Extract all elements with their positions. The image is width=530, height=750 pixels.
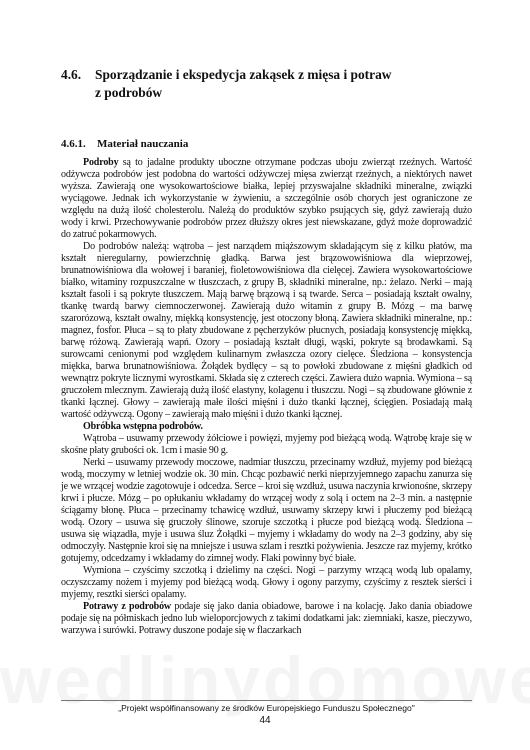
section-subtitle: Obróbka wstępna podrobów.	[83, 421, 203, 432]
page-number: 44	[259, 715, 271, 726]
paragraph-text: Wątroba – usuwamy przewody żółciowe i powięzi, myjemy pod bieżącą wodą. Wątrobę kraje się w skośne płaty grubości ok. 1cm i masie 90 g.	[61, 433, 472, 456]
subsection-heading	[61, 137, 188, 151]
paragraph-lead: Podroby	[83, 157, 119, 168]
subsection-title: Materiał nauczania	[97, 138, 189, 150]
paragraph-text: Wymiona – czyścimy szczotką i dzielimy na części. Nogi – parzymy wrzącą wodą lub opalamy, oczyszczamy nożem i myjemy pod bieżącą wodą. Głowy i ogony parzymy, czyścimy z resztek sierści i myjemy, resztki sierści opalamy.	[61, 565, 472, 600]
body-text	[61, 157, 472, 637]
section-title-line1: Sporządzanie i ekspedycja zakąsek z mięsa i potraw	[95, 67, 392, 82]
paragraph	[61, 457, 472, 565]
paragraph-lead: Potrawy z podrobów	[83, 601, 172, 612]
section-title-line2: z podrobów	[95, 85, 163, 100]
paragraph	[61, 157, 472, 241]
footer-divider	[61, 700, 472, 701]
footer-note: „Projekt współfinansowany ze środków Europejskiego Funduszu Społecznego"	[118, 703, 415, 713]
subsection-number: 4.6.1.	[61, 138, 86, 150]
section-heading	[61, 66, 481, 102]
paragraph	[61, 601, 472, 637]
paragraph-text: Nerki – usuwamy przewody moczowe, nadmiar tłuszczu, przecinamy wzdłuż, myjemy pod bieżącą wodą, moczymy w letniej wodzie ok. 30 min. Chcąc pozbawić nerki nieprzyjemnego zapachu zanurza się je we wrzącej wodzie zagotowuje i odcedza. Serce – kroi się wzdłuż, usuwa naczynia krwionośne, skrzepy krwi i płucze. Mózg – po opłukaniu wkładamy do wrzącej wody z solą i octem na 2–3 min. a następnie ściągamy błonę. Płuca – przecinamy tchawicę wzdłuż, usuwamy skrzepy krwi i płuczemy pod bieżącą wodą. Ozory – usuwa się gruczoły ślinowe, szoruje szczotką i płucze pod bieżącą wodą. Śledziona – usuwa się wiązadła, myje i usuwa śluz Żołądki – myjemy i wkładamy do wody na 2–3 godziny, aby się odmoczyły. Następnie kroi się na mniejsze i usuwa szlam i resztki pożywienia. Jeszcze raz myjemy, krótko gotujemy, odcedzamy i wkładamy do zimnej wody. Flaki powinny być białe.	[61, 457, 472, 564]
paragraph-text: Do podrobów należą: wątroba – jest narządem miąższowym składającym się z kilku płatów, ma kształt nieregularny, powierzchnię gładką. Barwa jest brązowowiśniowa dla wieprzowej, brunatnowiśniowa dla wołowej i baraniej, fioletowowiśniowa dla cielęcej. Zawiera wysokowartościowe białko, witaminy rozpuszczalne w tłuszczach, z grupy B, składniki mineralne, np.: żelazo. Nerki – mają kształt fasoli i są pokryte tłuszczem. Mają barwę brązową i są twarde. Serca – posiadają kształt owalny, tkankę twardą barwy ciemnoczerwonej. Zawierają dużo witamin z grupy B. Mózg – ma barwę szarorózową, kształt owalny, miękką konsystencję, jest otoczony błoną. Zawiera składniki mineralne, np.: magnez, fosfor. Płuca – są to płaty zbudowane z pęcherzyków płucnych, posiadają konsystencję miękką, barwę różową. Zawierają wapń. Ozory – posiadają kształt długi, wąski, pokryte są brodawkami. Są surowcami cenionymi pod względem kulinarnym zwłaszcza ozory cielęce. Śledziona – konsystencja miękka, barwa brunatnowiśniowa. Żołądek bydlęcy – są to powłoki zbudowane z mięśni gładkich od wewnątrz pokryte licznymi wyrostkami. Składa się z czterech części. Zawiera dużo wapnia. Wymiona – są gruczołem mlecznym. Zawierają dużą ilość elastyny, kolagenu i tłuszczu. Nogi – są zbudowane głównie z tkanki łącznej. Głowy – zawierają małe ilości mięśni i dużo tkanki łącznej, ścięgien. Posiadają małą wartość odżywczą. Ogony – zawierają mało mięśni i dużo tkanki łącznej.	[61, 241, 472, 420]
paragraph	[61, 241, 472, 421]
section-heading-line1	[61, 66, 481, 84]
paragraph-text: są to jadalne produkty uboczne otrzymane podczas uboju zwierząt rzeźnych. Wartość odżywcza podrobów jest podobna do wartości odżywczej mięsa zwierząt rzeźnych, a niektórych nawet wyższa. Zawierają one wysokowartościowe białka, lepiej przyswajalne składniki mineralne, związki wyciągowe. Jednak ich wykorzystanie w żywieniu, a szczególnie osób chorych jest ograniczone ze względu na dużą ilość cholesterolu. Należą do produktów szybko psujących się, gdyż zawierają dużo wody i krwi. Przechowywanie podrobów przez dłuższy okres jest niewskazane, gdyż może doprowadzić do zatruć pokarmowych.	[61, 157, 472, 240]
paragraph	[61, 565, 472, 601]
paragraph	[61, 433, 472, 457]
paragraph-text: podaje się jako dania obiadowe, barowe i na kolację. Jako dania obiadowe podaje się na półmiskach jedno lub wieloporcjowych z takimi dodatkami jak: ziemniaki, kasze, pieczywo, warzywa i surówki. Potrawy duszone podaje się w flaczarkach	[61, 601, 472, 636]
section-number: 4.6.	[61, 67, 82, 82]
